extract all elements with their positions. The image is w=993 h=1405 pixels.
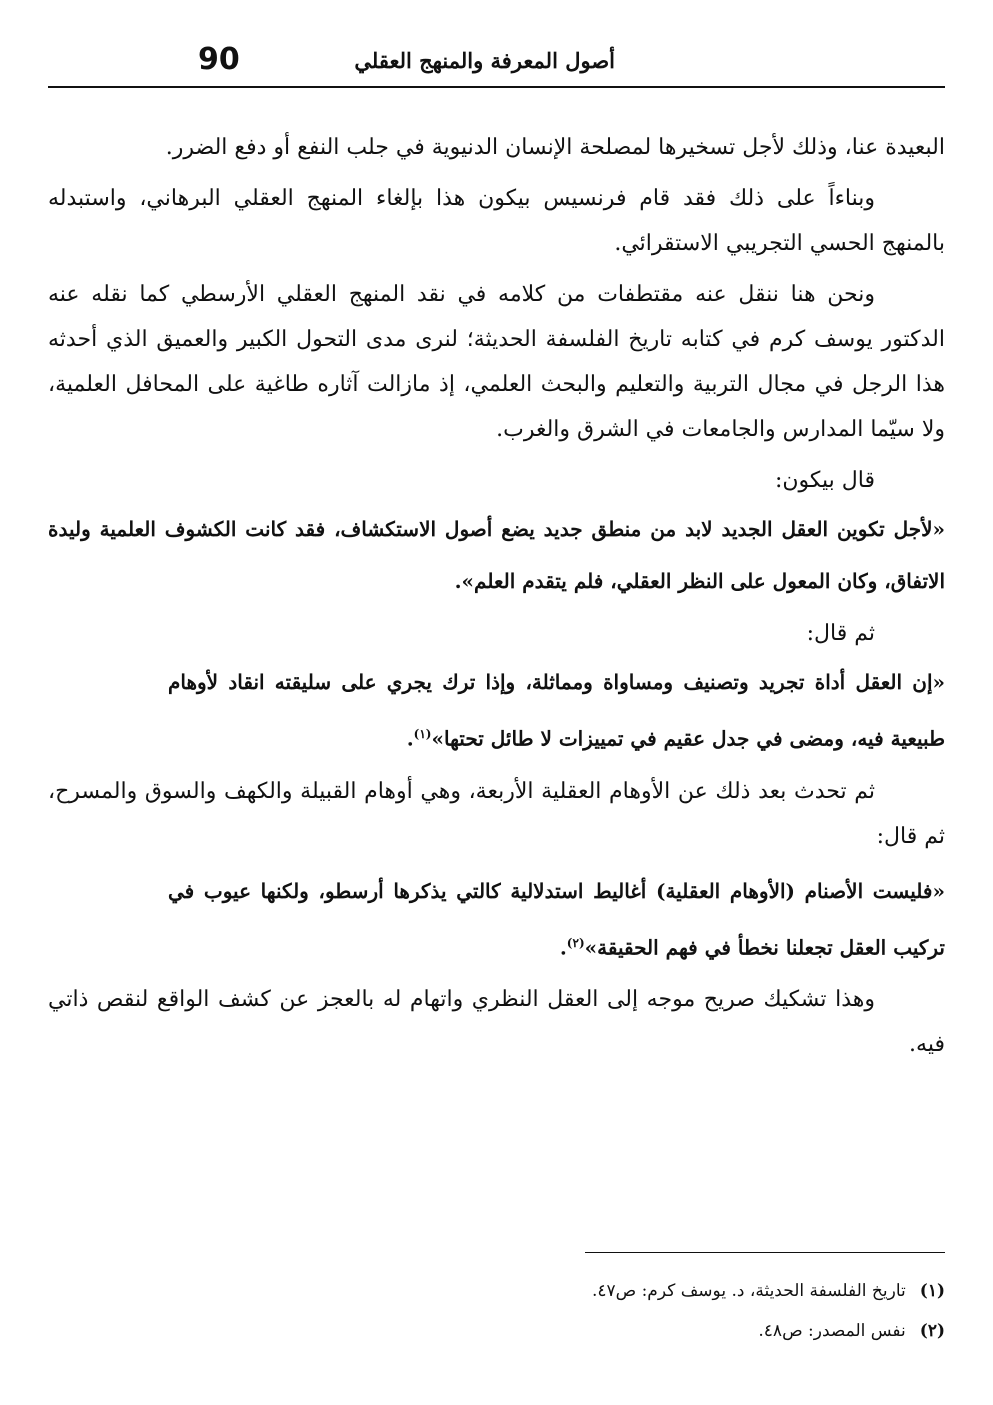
footnote-2-text: نفس المصدر: ص٤٨. bbox=[758, 1321, 906, 1341]
quote-3 bbox=[48, 865, 945, 974]
paragraph-4: ثم تحدث بعد ذلك عن الأوهام العقلية الأربعة، وهي أوهام القبيلة والكهف والسوق والمسرح، ثم قال: bbox=[48, 778, 945, 849]
footnotes bbox=[48, 1252, 945, 1351]
footnote-2 bbox=[48, 1311, 945, 1351]
page-header bbox=[48, 40, 945, 88]
running-title: أصول المعرفة والمنهج العقلي bbox=[354, 48, 615, 73]
footnote-ref-1: (١) bbox=[413, 727, 432, 741]
quote-2-text: «إن العقل أداة تجريد وتصنيف ومساواة ومماثلة، وإذا ترك يجري على سليقته انقاد لأوهام طبيعية فيه، ومضى في جدل عقيم في تمييزات لا طائل تحتها» bbox=[168, 670, 945, 751]
quote-lead-2: ثم قال: bbox=[806, 621, 875, 646]
paragraph-1: البعيدة عنا، وذلك لأجل تسخيرها لمصلحة الإنسان الدنيوية في جلب النفع أو دفع الضرر. bbox=[165, 135, 945, 160]
footnote-ref-2: (٢) bbox=[566, 935, 585, 950]
quote-3-text: «فليست الأصنام (الأوهام العقلية) أغاليط استدلالية كالتي يذكرها أرسطو، ولكنها عيوب في تركيب العقل تجعلنا نخطأ في فهم الحقيقة» bbox=[168, 878, 945, 960]
quote-3-end: . bbox=[559, 935, 567, 960]
quote-2 bbox=[48, 656, 945, 765]
footnote-rule bbox=[585, 1252, 945, 1253]
paragraph-2: وبناءاً على ذلك فقد قام فرنسيس بيكون هذا بإلغاء المنهج العقلي البرهاني، واستبدله بالمنهج الحسي التجريبي الاستقرائي. bbox=[48, 186, 945, 256]
footnote-1-text: تاريخ الفلسفة الحديثة، د. يوسف كرم: ص٤٧. bbox=[591, 1281, 906, 1301]
footnote-1-number: (١) bbox=[919, 1281, 945, 1301]
paragraph-3: ونحن هنا ننقل عنه مقتطفات من كلامه في نقد المنهج العقلي الأرسطي كما نقله عنه الدكتور يوسف كرم في كتابه تاريخ الفلسفة الحديثة؛ لنرى مدى التحول الكبير والعميق الذي أحدثه هذا الرجل في مجال التربية والتعليم والبحث العلمي، إذ مازالت آثاره طاغية على المحافل العلمية، ولا سيّما المدارس والجامعات في الشرق والغرب. bbox=[48, 282, 945, 442]
page-number: 90 bbox=[198, 42, 240, 77]
footnote-1 bbox=[48, 1271, 945, 1311]
body-text bbox=[48, 125, 945, 1073]
quote-1: «لأجل تكوين العقل الجديد لابد من منطق جديد يضع أصول الاستكشاف، فقد كانت الكشوف العلمية وليدة الاتفاق، وكان المعول على النظر العقلي، فلم يتقدم العلم». bbox=[48, 517, 945, 593]
paragraph-5: وهذا تشكيك صريح موجه إلى العقل النظري واتهام له بالعجز عن كشف الواقع لنقص ذاتي فيه. bbox=[48, 987, 945, 1058]
quote-lead-1: قال بيكون: bbox=[774, 468, 875, 493]
footnote-2-number: (٢) bbox=[919, 1321, 945, 1341]
quote-2-end: . bbox=[406, 726, 414, 751]
